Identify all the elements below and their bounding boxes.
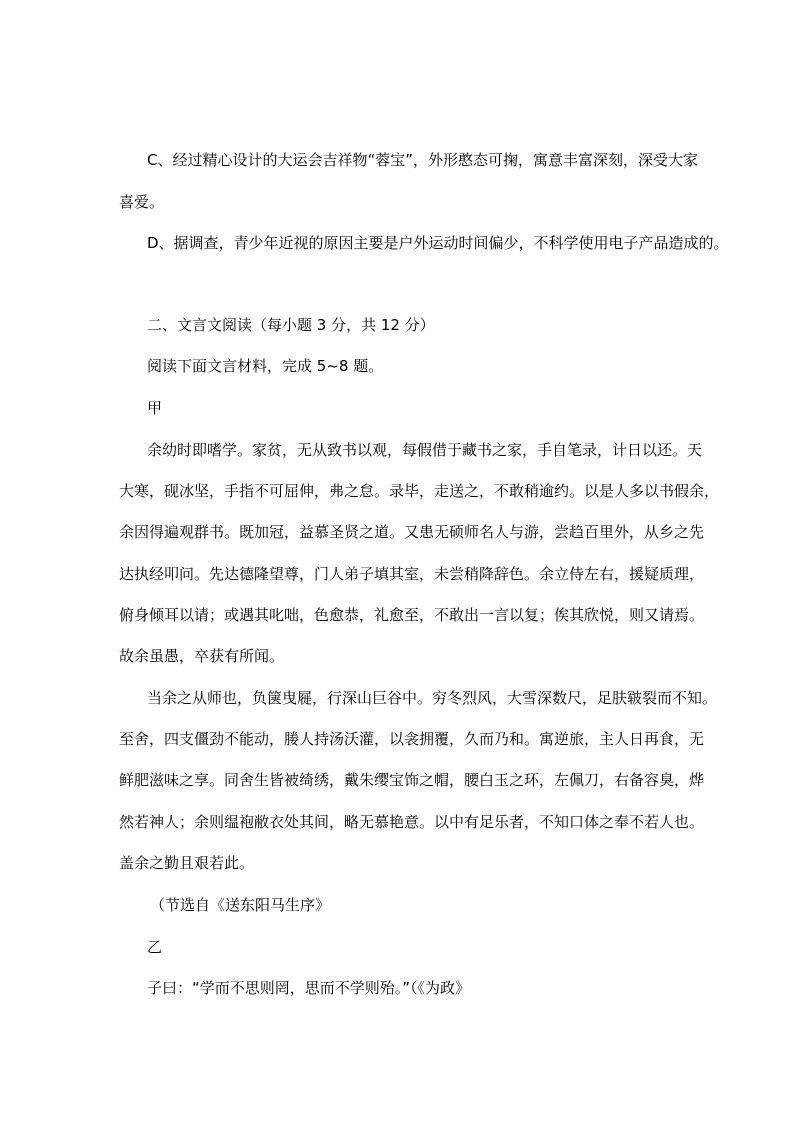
passage-line: 当余之从师也，负箧曳屣，行深山巨谷中。穷冬烈风，大雪深数尺，足肤皲裂而不知。 (147, 689, 718, 707)
passage-line: 俯身倾耳以请；或遇其叱咄，色愈恭，礼愈至，不敢出一言以复；俟其欣悦，则又请焉。 (119, 606, 705, 624)
passage-line: 然若神人；余则缊袍敝衣处其间，略无慕艳意。以中有足乐者，不知口体之奉不若人也。 (119, 813, 705, 831)
passage-yi-label: 乙 (147, 938, 163, 956)
passage-line: 大寒，砚冰坚，手指不可屈伸，弗之怠。录毕，走送之，不敢稍逾约。以是人多以书假余， (119, 482, 720, 500)
passage-source: （节选自《送东阳马生序》 (150, 896, 331, 914)
passage-line: 余幼时即嗜学。家贫，无从致书以观，每假借于藏书之家，手自笔录，计日以还。天 (147, 441, 703, 459)
passage-line: 至舍，四支僵劲不能动，媵人持汤沃灌，以衾拥覆，久而乃和。寓逆旅，主人日再食，无 (119, 730, 705, 748)
passage-line: 盖余之勤且艰若此。 (119, 854, 255, 872)
section-heading: 二、文言文阅读（每小题 3 分，共 12 分） (147, 316, 435, 334)
option-d: D、据调查，青少年近视的原因主要是户外运动时间偏少，不科学使用电子产品造成的。 (147, 234, 729, 252)
option-c-line-1: C、经过精心设计的大运会吉祥物“蓉宝”，外形憨态可掬，寓意丰富深刻，深受大家 (147, 151, 699, 169)
passage-line: 鲜肥滋味之享。同舍生皆被绮绣，戴朱缨宝饰之帽，腰白玉之环，左佩刀，右备容臭，烨 (119, 771, 705, 789)
instruction: 阅读下面文言材料，完成 5~8 题。 (147, 357, 384, 375)
option-c-line-2: 喜爱。 (119, 193, 165, 211)
passage-jia-label: 甲 (147, 399, 163, 417)
passage-line: 达执经叩问。先达德隆望尊，门人弟子填其室，未尝稍降辞色。余立侍左右，援疑质理， (119, 565, 705, 583)
passage-line: 故余虽愚，卒获有所闻。 (119, 647, 285, 665)
passage-line: 余因得遍观群书。既加冠，益慕圣贤之道。又患无硕师名人与游，尝趋百里外，从乡之先 (119, 523, 705, 541)
passage-yi-quote: 子曰：“学而不思则罔，思而不学则殆。”（《为政》 (147, 979, 471, 997)
